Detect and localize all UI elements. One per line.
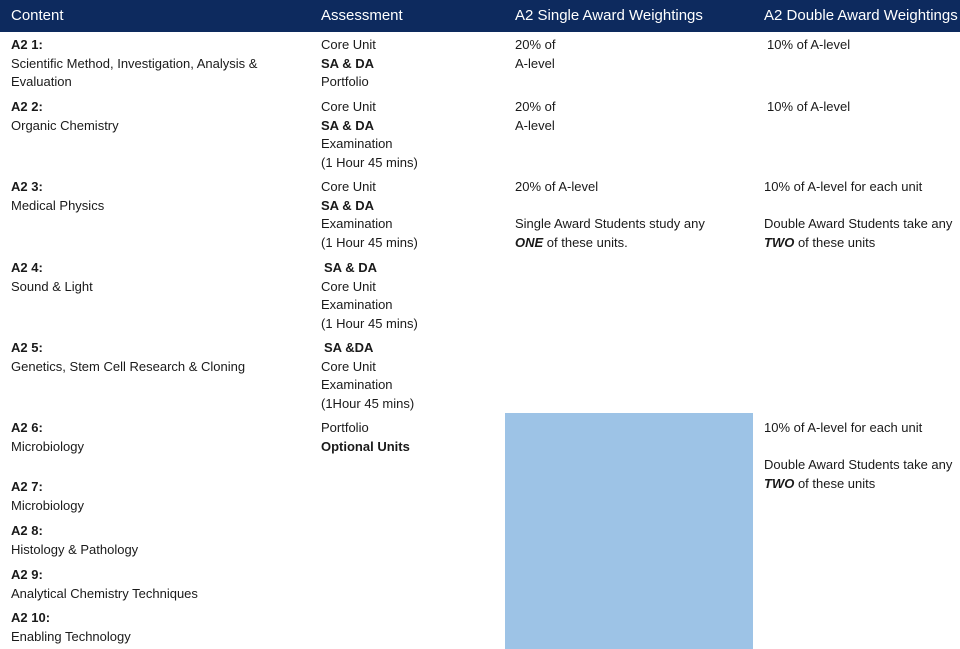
unit-code: A2 9:: [11, 567, 43, 582]
assess-line: SA & DA: [321, 55, 374, 71]
unit-title: Genetics, Stem Cell Research & Cloning: [11, 358, 246, 374]
row-content: [11, 478, 84, 515]
unit-title: Histology & Pathology: [11, 541, 139, 557]
weighting-line: 10% of A-level for each unit: [764, 420, 923, 435]
weighting-line: 10% of A-level: [767, 37, 851, 52]
row-assessment: [321, 98, 418, 172]
unit-title: Organic Chemistry: [11, 117, 119, 133]
assess-line: Examination: [321, 136, 393, 151]
unit-code: A2 8:: [11, 523, 43, 538]
row-content: [11, 98, 119, 135]
assess-line: SA & DA: [321, 117, 374, 133]
row-content: [11, 522, 138, 559]
assess-line: Portfolio: [321, 74, 369, 89]
weighting-line: 20% of: [515, 37, 556, 52]
assess-line: SA & DA: [324, 260, 377, 275]
row-content: [11, 419, 84, 456]
row-content: [11, 566, 198, 603]
assess-line: Core Unit: [321, 99, 376, 114]
unit-title-cont: Evaluation: [11, 74, 72, 89]
header-assessment: Assessment: [321, 7, 403, 24]
assess-line: Examination: [321, 216, 393, 231]
assess-line: (1 Hour 45 mins): [321, 315, 418, 331]
double-award-note: Double Award Students take any: [764, 216, 953, 231]
assess-line: Core Unit: [321, 37, 376, 52]
row-double-weighting: [764, 419, 952, 493]
emphasis-one: ONE: [515, 234, 544, 250]
weighting-line: 20% of A-level: [515, 179, 599, 194]
weighting-line: 10% of A-level for each unit: [764, 179, 923, 194]
header-single-award: A2 Single Award Weightings: [515, 7, 703, 24]
unit-title: Enabling Technology: [11, 628, 131, 644]
assess-line: (1 Hour 45 mins): [321, 234, 418, 250]
weighting-line: A-level: [515, 117, 555, 133]
assess-line: (1 Hour 45 mins): [321, 154, 418, 170]
unit-code: A2 1:: [11, 37, 43, 52]
row-content: [11, 178, 104, 215]
unit-code: A2 3:: [11, 179, 43, 194]
weighting-line: A-level: [515, 55, 555, 71]
double-award-note-cont: [764, 475, 952, 494]
double-award-note-cont: [764, 234, 952, 253]
assess-line: Examination: [321, 377, 393, 392]
unit-title: Medical Physics: [11, 197, 105, 213]
header-double-award: A2 Double Award Weightings: [764, 7, 958, 24]
unit-code: A2 10:: [11, 610, 51, 625]
row-double-weighting: [767, 36, 850, 55]
unit-code: A2 5:: [11, 340, 43, 355]
double-award-note: Double Award Students take any: [764, 457, 953, 472]
assess-line: (1Hour 45 mins): [321, 395, 415, 411]
row-double-weighting: [764, 178, 952, 252]
emphasis-two: TWO: [764, 234, 795, 250]
row-content: [11, 339, 245, 376]
note-tail: of these units: [794, 234, 876, 250]
row-single-weighting: [515, 36, 555, 73]
row-assessment: [321, 259, 418, 333]
assess-line: Core Unit: [321, 278, 376, 294]
row-content: [11, 259, 93, 296]
row-assessment: [321, 178, 418, 252]
row-content: [11, 36, 257, 92]
row-single-weighting: [515, 98, 555, 135]
row-content: [11, 609, 131, 646]
unit-title: Analytical Chemistry Techniques: [11, 585, 198, 601]
unit-title: Sound & Light: [11, 278, 93, 294]
emphasis-two: TWO: [764, 475, 795, 491]
row-single-weighting: [515, 178, 705, 252]
unit-code: A2 2:: [11, 99, 43, 114]
assess-line: SA & DA: [321, 197, 374, 213]
assess-line: Core Unit: [321, 358, 376, 374]
header-content: Content: [11, 7, 64, 24]
unit-code: A2 6:: [11, 420, 43, 435]
weighting-line: 10% of A-level: [767, 99, 851, 114]
table-header: [0, 0, 960, 32]
weighting-line: 20% of: [515, 99, 556, 114]
assess-line: SA &DA: [324, 340, 374, 355]
assess-line: Examination: [321, 297, 393, 312]
row-assessment: [321, 339, 414, 413]
single-award-note-cont: [515, 234, 705, 253]
unit-title: Microbiology: [11, 497, 84, 513]
unit-code: A2 7:: [11, 479, 43, 494]
note-tail: of these units.: [543, 234, 628, 250]
row-double-weighting: [767, 98, 850, 117]
unit-title: Scientific Method, Investigation, Analysis &: [11, 55, 258, 71]
unit-title: Microbiology: [11, 438, 84, 454]
row-assessment: [321, 36, 376, 92]
row-assessment: [321, 419, 410, 456]
assess-line: Core Unit: [321, 179, 376, 194]
note-tail: of these units: [794, 475, 876, 491]
assess-line: Optional Units: [321, 438, 410, 454]
single-award-highlight-box: [505, 413, 753, 649]
assess-line: Portfolio: [321, 420, 369, 435]
single-award-note: Single Award Students study any: [515, 216, 705, 231]
unit-code: A2 4:: [11, 260, 43, 275]
